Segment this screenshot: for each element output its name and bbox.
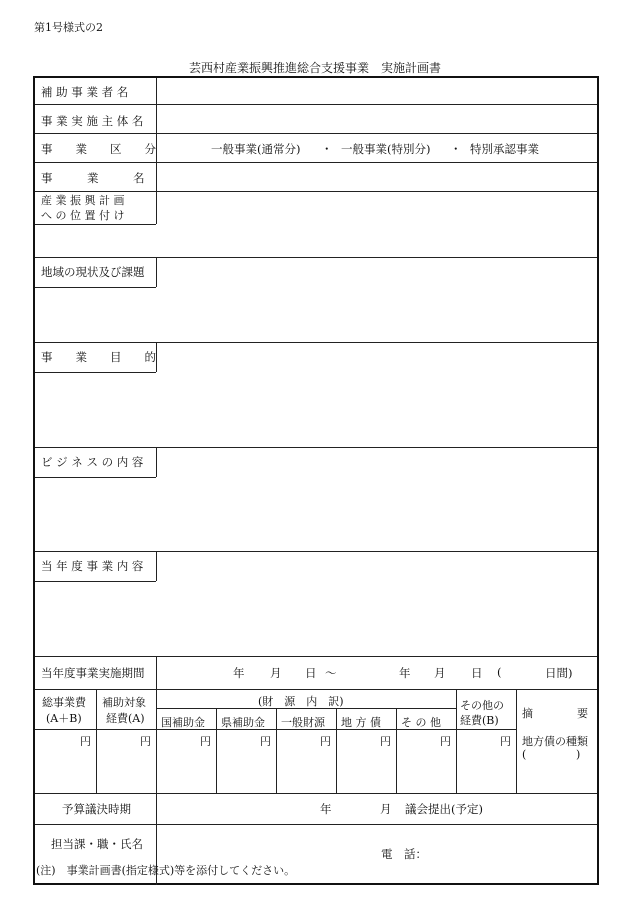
footnote: (注) 事業計画書(指定様式)等を添付してください。 — [36, 864, 296, 877]
header-breakdown: (財 源 内 訳) — [258, 695, 344, 708]
header-other-expense: その他の — [460, 699, 504, 712]
page-title: 芸西村産業振興推進総合支援事業 実施計画書 — [188, 61, 441, 75]
period-start-month[interactable]: 月 — [270, 666, 282, 680]
grid-line — [35, 689, 597, 690]
grid-line — [35, 447, 597, 448]
grid-line — [336, 708, 337, 793]
grid-line — [396, 708, 397, 793]
grid-line — [35, 824, 597, 825]
yen-prefectural: 円 — [260, 735, 271, 748]
label-regional-status: 地域の現状及び課題 — [41, 265, 145, 279]
bond-type-open: ( — [522, 748, 527, 761]
grid-line — [35, 581, 156, 582]
period-tilde: ～ — [325, 666, 337, 680]
bond-type-close: ) — [576, 748, 581, 761]
yen-other: 円 — [440, 735, 451, 748]
yen-local-bond: 円 — [380, 735, 391, 748]
yen-general: 円 — [320, 735, 331, 748]
header-subsidy-cost: 補助対象 — [102, 696, 146, 709]
grid-line — [35, 287, 156, 288]
grid-line — [156, 191, 157, 224]
period-paren: ( — [497, 665, 502, 679]
grid-line — [156, 342, 157, 372]
option-separator: ・ — [321, 142, 333, 156]
label-project-name: 事 業 名 — [41, 171, 145, 185]
grid-line — [35, 257, 597, 258]
header-local-bond: 地 方 債 — [341, 716, 381, 729]
bond-type-label: 地方債の種類 — [522, 735, 588, 748]
budget-submit: 議会提出(予定) — [405, 802, 483, 816]
period-days[interactable]: 日間) — [545, 666, 573, 680]
form-number: 第1号様式の2 — [34, 21, 103, 34]
grid-line — [156, 447, 157, 477]
label-implementer: 事 業 実 施 主 体 名 — [41, 114, 144, 128]
grid-line — [276, 708, 277, 793]
period-start-day[interactable]: 日 — [305, 666, 317, 680]
period-end-year[interactable]: 年 — [399, 666, 411, 680]
option-special-approved[interactable]: 特別承認事業 — [470, 142, 539, 156]
label-plan-position: へ の 位 置 付 け — [41, 209, 125, 222]
label-budget-timing: 予算議決時期 — [62, 802, 131, 816]
option-general-normal[interactable]: 一般事業(通常分) — [211, 142, 301, 156]
grid-line — [35, 477, 156, 478]
grid-line — [456, 689, 457, 793]
grid-line — [35, 793, 597, 794]
period-start-year[interactable]: 年 — [233, 666, 245, 680]
yen-total: 円 — [80, 735, 91, 748]
label-purpose: 事 業 目 的 — [41, 350, 156, 364]
label-business: ビ ジ ネ ス の 内 容 — [41, 455, 144, 469]
header-total-cost: (A＋B) — [46, 712, 82, 725]
grid-line — [35, 342, 597, 343]
plan-form-table — [33, 76, 599, 885]
label-period: 当年度事業実施期間 — [41, 666, 145, 680]
header-prefectural: 県補助金 — [221, 716, 265, 729]
label-current-year: 当 年 度 事 業 内 容 — [41, 559, 144, 573]
grid-line — [35, 656, 597, 657]
grid-line — [516, 689, 517, 793]
label-contact: 担当課・職・氏名 — [51, 837, 143, 851]
contact-phone[interactable]: 電 話： — [381, 847, 427, 861]
header-subsidy-cost: 経費(A) — [106, 712, 145, 725]
label-plan-position: 産 業 振 興 計 画 — [41, 194, 125, 207]
grid-line — [35, 551, 597, 552]
grid-line — [35, 133, 597, 134]
grid-line — [35, 104, 597, 105]
header-national: 国補助金 — [161, 716, 205, 729]
grid-line — [156, 656, 157, 885]
header-general: 一般財源 — [281, 716, 325, 729]
grid-line — [156, 78, 157, 191]
yen-national: 円 — [200, 735, 211, 748]
label-category: 事 業 区 分 — [41, 142, 156, 156]
header-other: そ の 他 — [401, 716, 441, 729]
header-total-cost: 総事業費 — [42, 696, 86, 709]
budget-month[interactable]: 月 — [380, 802, 392, 816]
period-end-month[interactable]: 月 — [434, 666, 446, 680]
grid-line — [35, 162, 597, 163]
option-general-special[interactable]: 一般事業(特別分) — [341, 142, 431, 156]
header-remarks: 摘 要 — [522, 707, 588, 720]
option-separator: ・ — [450, 142, 462, 156]
grid-line — [156, 551, 157, 581]
budget-year[interactable]: 年 — [320, 802, 332, 816]
grid-line — [35, 729, 516, 730]
grid-line — [35, 372, 156, 373]
label-operator: 補 助 事 業 者 名 — [41, 85, 129, 99]
grid-line — [35, 224, 156, 225]
yen-subsidy: 円 — [140, 735, 151, 748]
yen-other-expense: 円 — [500, 735, 511, 748]
grid-line — [96, 689, 97, 793]
period-end-day[interactable]: 日 — [471, 666, 483, 680]
grid-line — [156, 257, 157, 287]
grid-line — [216, 708, 217, 793]
header-other-expense: 経費(B) — [460, 714, 499, 727]
